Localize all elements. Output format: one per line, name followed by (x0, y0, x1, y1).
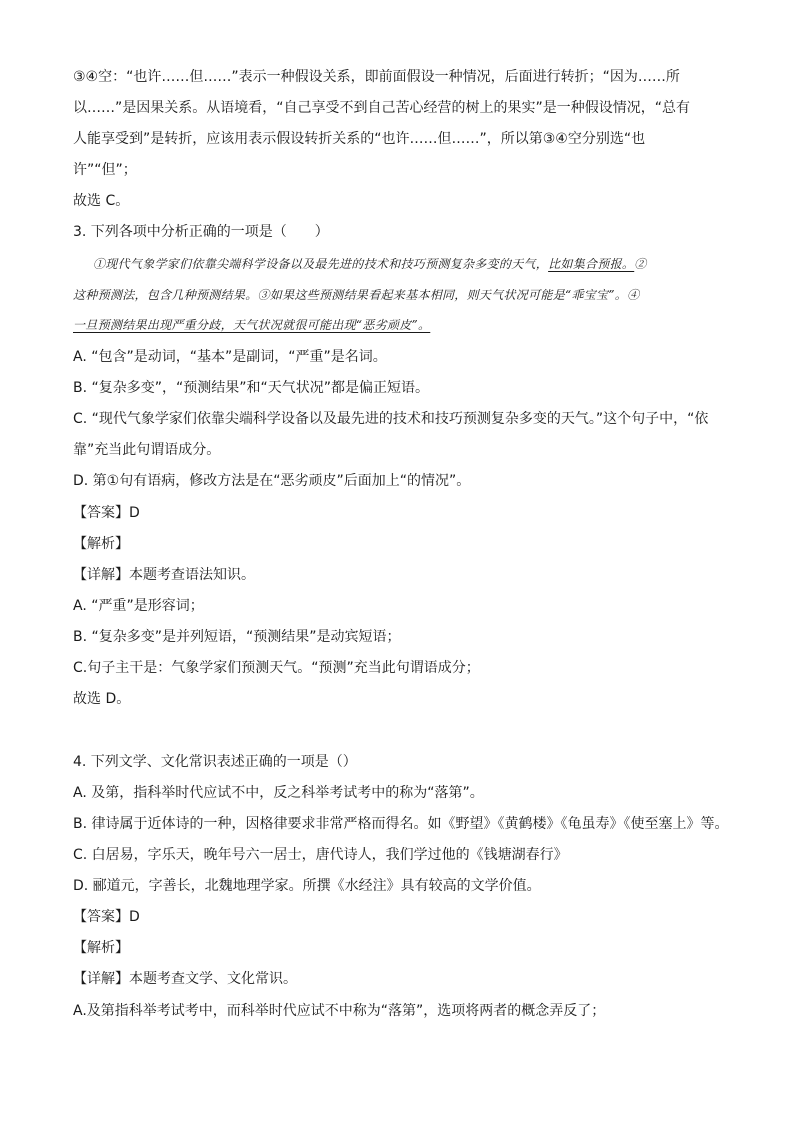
q3-passage-line-1 (93, 255, 647, 273)
q2-explain-line-1: ③④空：“也许……但……”表示一种假设关系，即前面假设一种情况，后面进行转折；“因为……所 (73, 69, 680, 85)
q4-stem: 4. 下列文学、文化常识表述正确的一项是（） (73, 754, 357, 770)
q4-explain-a: A.及第指科举考试考中，而科举时代应试不中称为“落第”，选项将两者的概念弄反了； (73, 1003, 606, 1019)
q4-answer: 【答案】D (73, 909, 140, 925)
q2-explain-line-4: 许”“但”； (73, 162, 137, 178)
q3-passage-line-1-text: ①现代气象学家们依靠尖端科学设备以及最先进的技术和技巧预测复杂多变的天气， (93, 257, 549, 271)
q4-option-d: D. 郦道元，字善长，北魏地理学家。所撰《水经注》具有较高的文学价值。 (73, 878, 541, 894)
q3-choice: 故选 D。 (73, 691, 131, 707)
q4-option-b: B. 律诗属于近体诗的一种，因格律要求非常严格而得名。如《野望》《黄鹤楼》《龟虽寿》《使至塞上》等。 (73, 816, 729, 832)
q3-detail: 【详解】本题考查语法知识。 (73, 567, 255, 583)
q3-passage-line-2: 这种预测法，包含几种预测结果。③如果这些预测结果看起来基本相同，则天气状况可能是“乖宝宝”。④ (73, 288, 640, 302)
q3-option-c-line-2: 靠”充当此句谓语成分。 (73, 442, 221, 458)
q3-option-b: B. “复杂多变”，“预测结果”和“天气状况”都是偏正短语。 (73, 380, 430, 396)
q3-option-a: A. “包含”是动词，“基本”是副词，“严重”是名词。 (73, 349, 387, 365)
q3-passage-marker-2: ② (634, 257, 647, 271)
q3-explain-a: A. “严重”是形容词； (73, 598, 204, 614)
q4-option-a: A. 及第，指科举时代应试不中，反之科举考试考中的称为“落第”。 (73, 785, 484, 801)
q3-option-c-line-1: C. “现代气象学家们依靠尖端科学设备以及最先进的技术和技巧预测复杂多变的天气。”这个句子中，“依 (73, 411, 709, 427)
q4-option-c: C. 白居易，字乐天，晚年号六一居士，唐代诗人，我们学过他的《钱塘湖春行》 (73, 847, 568, 863)
q3-answer: 【答案】D (73, 505, 140, 521)
q3-option-d: D. 第①句有语病，修改方法是在“恶劣顽皮”后面加上“的情况”。 (73, 473, 471, 489)
q4-detail: 【详解】本题考查文学、文化常识。 (73, 971, 297, 987)
q2-explain-line-3: 人能享受到”是转折，应该用表示假设转折关系的“也许……但……”，所以第③④空分别选“也 (73, 131, 646, 147)
q3-stem: 3. 下列各项中分析正确的一项是（ ） (73, 224, 329, 240)
q2-choice: 故选 C。 (73, 193, 130, 209)
q3-analysis-label: 【解析】 (73, 536, 129, 552)
q3-explain-c: C.句子主干是：气象学家们预测天气。“预测”充当此句谓语成分； (73, 660, 480, 676)
q2-explain-line-2: 以……”是因果关系。从语境看，“自己享受不到自己苦心经营的树上的果实”是一种假设情况，“总有 (73, 100, 691, 116)
q3-explain-b: B. “复杂多变”是并列短语，“预测结果”是动宾短语； (73, 629, 401, 645)
q3-passage-line-3: 一旦预测结果出现严重分歧，天气状况就很可能出现“恶劣顽皮”。 (73, 318, 431, 332)
q4-analysis-label: 【解析】 (73, 940, 129, 956)
q3-passage-underlined: 比如集合预报。 (548, 257, 635, 271)
